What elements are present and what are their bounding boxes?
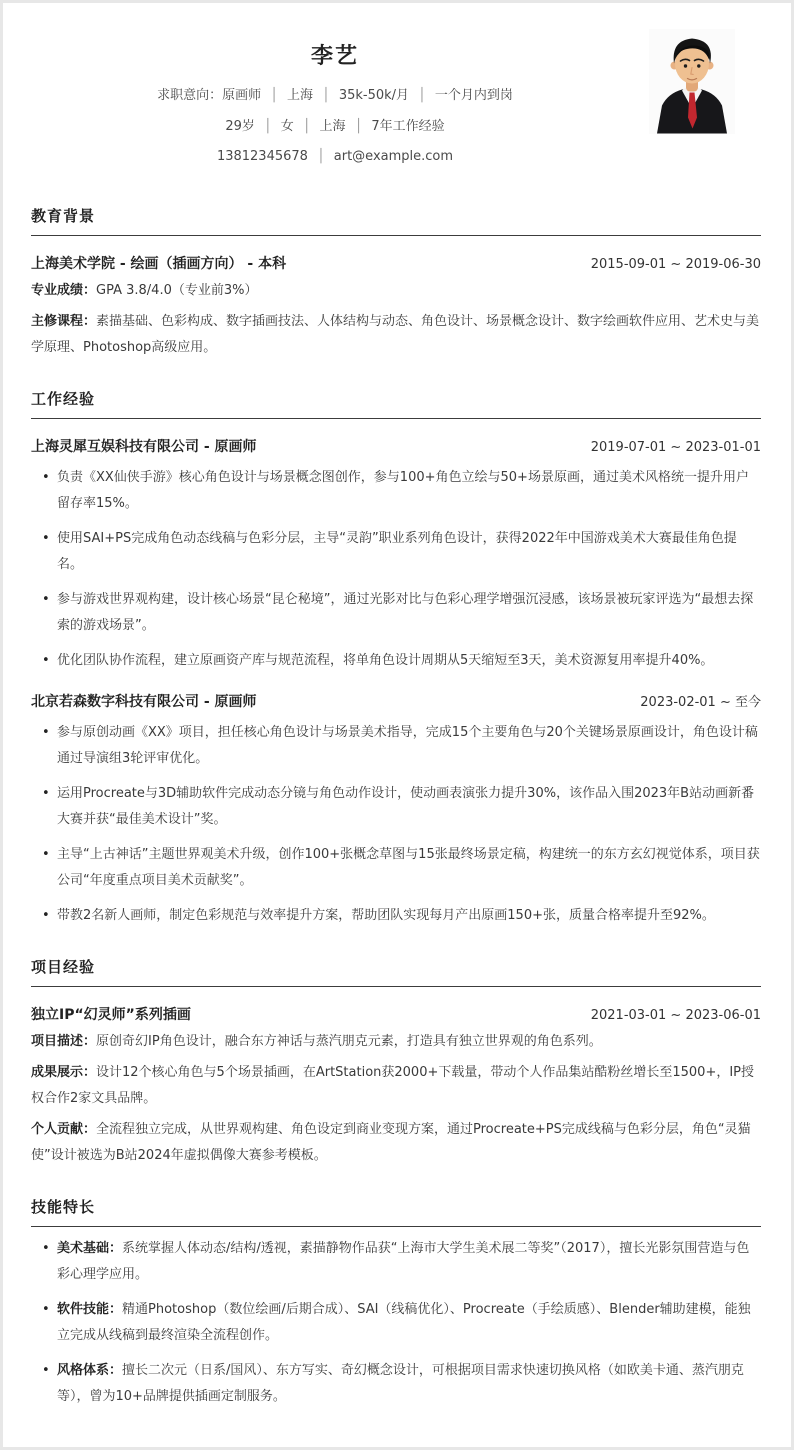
skill-text: 系统掌握人体动态/结构/透视，素描静物作品获“上海市大学生美术展二等奖”（2017），擅长光影氛围营造与色彩心理学应用。 [57,1240,750,1282]
project-name: 独立IP“幻灵师”系列插画 [31,1006,191,1023]
separator: │ [418,88,426,103]
project-contribution-row [31,1117,761,1169]
company-position: 北京若森数字科技有限公司 - 原画师 [31,693,257,710]
location: 上海 [319,118,346,134]
project-description-row [31,1029,761,1055]
skill-bullet [57,1358,761,1410]
school-degree: 上海美术学院 - 绘画（插画方向） - 本科 [31,255,287,272]
candidate-name: 李艺 [310,44,359,69]
job-bullet: • 负责《XX仙侠手游》核心角色设计与场景概念图创作，参与100+角色立绘与50+场景原画，通过美术风格统一提升用户留存率15%。 [57,465,761,517]
job-date-range: 2019-07-01 ~ 2023-01-01 [590,439,761,455]
phone-number: 13812345678 [216,149,308,164]
separator: │ [354,118,363,134]
job-bullet: • 优化团队协作流程，建立原画资产库与规范流程，将单角色设计周期从5天缩短至3天，美术资源复用率提升40%。 [57,648,761,674]
section-project [31,956,761,1169]
skill-label: 风格体系： [57,1362,123,1378]
project-date-range: 2021-03-01 ~ 2023-06-01 [590,1007,761,1023]
education-date-range: 2015-09-01 ~ 2019-06-30 [590,256,761,272]
contact-line [31,147,639,167]
company-position: 上海灵犀互娱科技有限公司 - 原画师 [31,438,257,455]
skill-text: 精通Photoshop（数位绘画/后期合成）、SAI（线稿优化）、Procreate（手绘质感）、Blender辅助建模，能独立完成从线稿到最终渲染全流程创作。 [57,1301,751,1343]
email-address: art@example.com [333,149,454,164]
experience-years: 7年工作经验 [371,118,445,134]
job-bullet-list [31,720,761,929]
section-title-project: 项目经验 [31,956,761,987]
job-entry [31,691,761,929]
section-work [31,388,761,929]
job-bullet-list [31,465,761,674]
section-skills [31,1196,761,1410]
section-education [31,205,761,361]
separator: │ [270,88,278,103]
intent-position: 原画师 [222,88,262,103]
age: 29岁 [225,118,255,134]
job-intent-label: 求职意向： [157,88,223,103]
gpa-row [31,278,761,304]
project-results-row [31,1060,761,1112]
project-results-label: 成果展示： [31,1064,97,1080]
skill-label: 软件技能： [57,1301,123,1317]
job-bullet: • 参与原创动画《XX》项目，担任核心角色设计与场景美术指导，完成15个主要角色与20个关键场景原画设计，角色设计稿通过导演组3轮评审优化。 [57,720,761,772]
job-bullet: • 使用SAI+PS完成角色动态线稿与色彩分层，主导“灵韵”职业系列角色设计，获得2022年中国游戏美术大赛最佳角色提名。 [57,526,761,578]
gender: 女 [280,118,294,134]
skill-bullet [57,1297,761,1349]
job-bullet: • 主导“上古神话”主题世界观美术升级，创作100+张概念草图与15张最终场景定稿，构建统一的东方玄幻视觉体系，项目获公司“年度重点项目美术贡献奖”。 [57,842,761,894]
skill-text: 擅长二次元（日系/国风）、东方写实、奇幻概念设计，可根据项目需求快速切换风格（如欧美卡通、蒸汽朋克等），曾为10+品牌提供插画定制服务。 [57,1362,744,1404]
intent-salary: 35k-50k/月 [338,88,410,103]
project-description-text: 原创奇幻IP角色设计，融合东方神话与蒸汽朋克元素，打造具有独立世界观的角色系列。 [96,1033,602,1049]
section-title-education: 教育背景 [31,205,761,236]
separator: │ [316,149,325,164]
job-bullet: • 参与游戏世界观构建，设计核心场景“昆仑秘境”，通过光影对比与色彩心理学增强沉浸感，该场景被玩家评选为“最想去探索的游戏场景”。 [57,587,761,639]
project-contribution-label: 个人贡献： [31,1121,97,1137]
education-entry-head [31,253,761,273]
project-entry-head [31,1004,761,1024]
gpa-value: GPA 3.8/4.0（专业前3%） [96,282,258,298]
job-date-range: 2023-02-01 ~ 至今 [640,694,761,710]
courses-label: 主修课程： [31,313,97,329]
portrait-illustration [649,29,735,134]
header-identity [31,25,639,178]
job-entry-head [31,436,761,456]
resume-header [31,25,761,178]
separator: │ [263,118,272,134]
project-results-text: 设计12个核心角色与5个场景插画，在ArtStation获2000+下载量，带动个人作品集站酷粉丝增长至1500+，IP授权合作2家文具品牌。 [31,1064,755,1106]
courses-row [31,309,761,361]
courses-value: 素描基础、色彩构成、数字插画技法、人体结构与动态、角色设计、场景概念设计、数字绘画软件应用、艺术史与美学原理、Photoshop高级应用。 [31,313,760,355]
profile-photo [649,29,735,134]
job-bullet: • 运用Procreate与3D辅助软件完成动态分镜与角色动作设计，使动画表演张力提升30%，该作品入围2023年B站动画新番大赛并获“最佳美术设计”奖。 [57,781,761,833]
job-entry-head [31,691,761,711]
section-title-work: 工作经验 [31,388,761,419]
resume-page [3,3,791,1447]
intent-city: 上海 [286,88,313,103]
separator: │ [302,118,311,134]
separator: │ [321,88,330,103]
project-contribution-text: 全流程独立完成，从世界观构建、角色设定到商业变现方案，通过Procreate+PS完成线稿与色彩分层，角色“灵猫使”设计被选为B站2024年虚拟偶像大赛参考模板。 [31,1121,751,1163]
skill-label: 美术基础： [57,1240,123,1256]
skills-bullet-list [31,1236,761,1410]
project-description-label: 项目描述： [31,1033,97,1049]
job-bullet: • 带教2名新人画师，制定色彩规范与效率提升方案，帮助团队实现每月产出原画150+张，质量合格率提升至92%。 [57,903,761,929]
section-title-skills: 技能特长 [31,1196,761,1227]
gpa-label: 专业成绩： [31,282,97,298]
job-intent-line [31,86,639,106]
skill-bullet [57,1236,761,1288]
job-entry [31,436,761,674]
basic-info-line [31,117,639,137]
intent-availability: 一个月内到岗 [434,88,513,103]
